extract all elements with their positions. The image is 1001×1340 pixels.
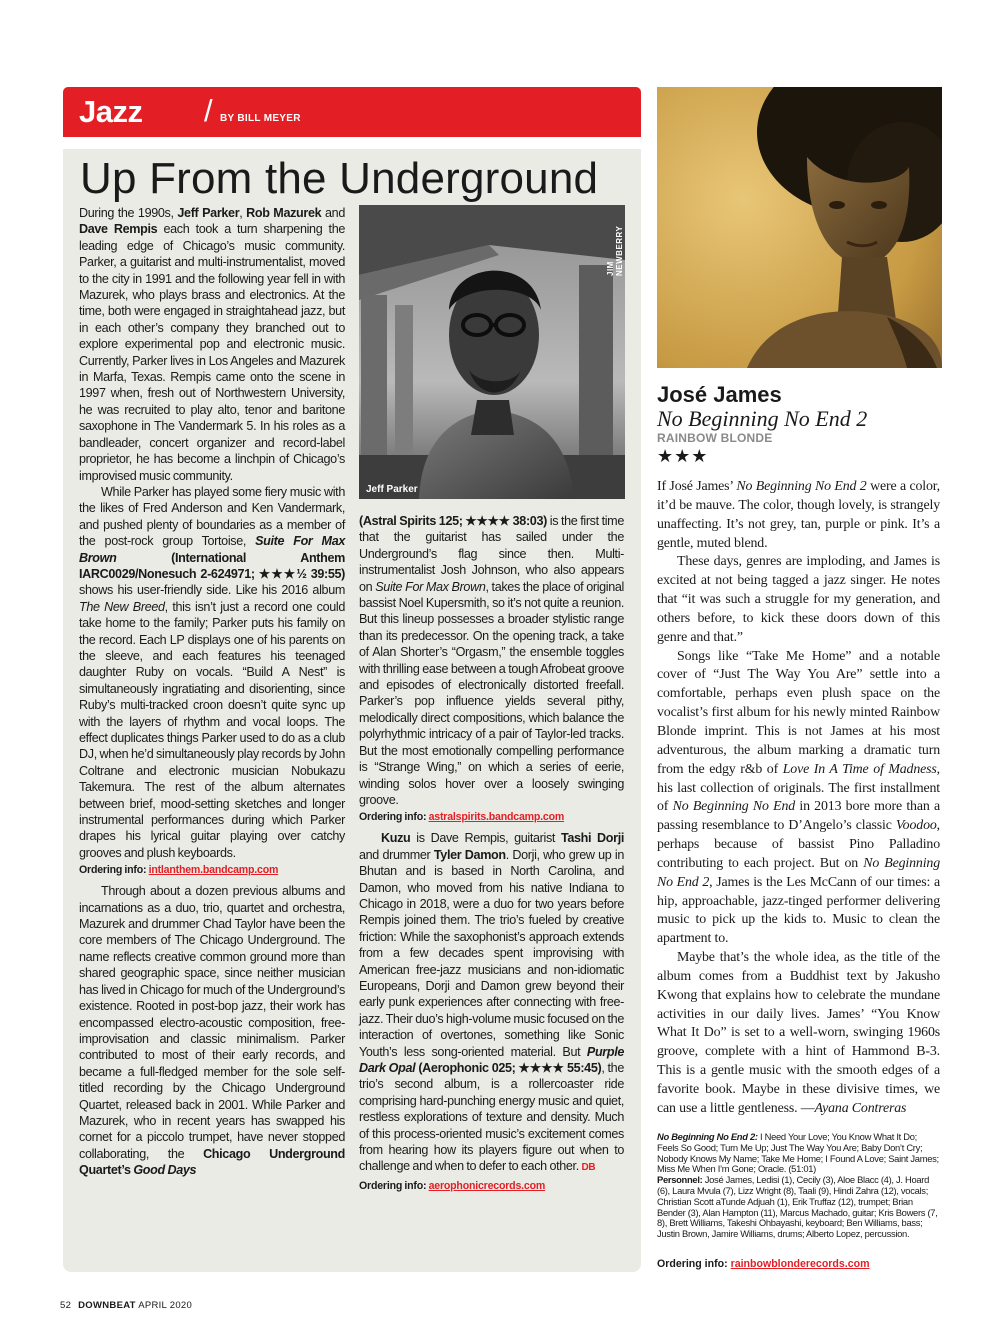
james-paragraph-2 [657,553,940,647]
text-run: . Dorji, who grew up in Bhutan and is based in North Carolina, and Damon, who moved from his native Indiana to Chicago in 2018, were a duo for two years before Rempis joined them. The trio’s fueled by creative friction: While the saxophonist’s approach extends from a few decades spent improvising with American free-jazz musicians and non-idiomatic Europeans, Dorji and Damon grew beyond their early punk experiences after connecting with free-jazz. Their duo’s high-volume music focused on the interaction of overtones, something like Sonic Youth’s less song-oriented material. But [359,847,624,1059]
ordering-info-astralspirits [359,810,624,825]
text-run: , the trio’s second album, is a rollercoaster ride comprising hard-punching energy music and quiet, restless explorations of texture and density. Much of this process-oriented music’s excitement comes from hearing how its players figure out when to challenge and when to defer to each other. [359,1061,624,1174]
text-run: in 2013 bore more than a passing resemblance to D’Angelo’s classic [657,799,940,834]
review-label: RAINBOW BLONDE [657,431,773,445]
text-run: , James is the Les McCann of our times: a hip, approachable, jazz-tinged performer delivering music to pick up the kids to. Music to clean the apartment to. [657,874,941,947]
text-run: , takes the place of original bassist Noel Kupersmith, so it’s not quite a reunion. But this lineup possesses a broader stylistic range than its predecessor. On the opening track, a take of Alan Shorter’s “Orgasm,” the ensemble toggles with thrilling ease between a tough Afrobeat groove and episodes of electronically distorted freefall. Parker’s pop influence yields several pithy, melodically direct compositions, which balance the polyrhythmic intricacy of a pair of Taylor-led tracks. But the most emotionally compelling performance is “Strange Wing,” on which a series of eerie, winding solos hover over a loosely swinging groove. [359,579,624,807]
jose-james-photo-art [657,87,942,368]
text-run: Good Days [133,1163,197,1178]
text-run: No Beginning No End 2 [736,479,867,494]
text-run: Purple Dark Opal [359,1044,624,1075]
text-run: During the 1990s, [79,206,178,220]
review-artist: José James [657,382,782,407]
text-run: Through about a dozen previous albums and incarnations as a duo, trio, quartet and orchestra, Mazurek and drummer Chad Taylor have been the core members of The Chicago Underground. The name reflects creative common ground more than shared geographic space, since neither musician has lived in Chicago for much of the Underground’s existence. Rooted in post-bop jazz, their work has encompassed electro-acoustic composition, free-improvisation and classic minimalism. Parker contributed to most of their early records, and became a full-fledged member for the sole self-titled recording by the Chicago Underground Quartet, released back in 2001. While Parker and Mazurek, who in recent years has swapped his cornet for a piccolo trumpet, have never stopped collaborating, the [79,884,345,1161]
headline: Up From the Underground [80,154,599,203]
text-run: , [239,206,247,220]
text-run: Kuzu [381,831,411,846]
star-rating: ★★★ [657,446,709,466]
byline: BY BILL MEYER [220,113,301,124]
james-paragraph-3 [657,648,940,950]
section-title: Jazz [79,94,143,129]
text-run: (Aerophonic 025; ★★★★ 55:45) [415,1061,602,1075]
page-number: 52 [60,1300,72,1311]
intlanthem-link[interactable]: intlanthem.bandcamp.com [148,864,279,877]
jeff-parker-photo [359,205,625,499]
text-run: Chicago Underground Quartet’s [79,1146,345,1178]
jose-james-photo [657,87,942,368]
text-run: Ayana Contreras [814,1100,907,1116]
james-paragraph-1 [657,478,940,553]
text-run: Tyler Damon [433,847,506,862]
photo-credit: JIM NEWBERRY [606,225,624,276]
text-run: Voodoo [895,818,937,834]
text-run: Jeff Parker [177,206,240,220]
text-run: If José James’ [657,479,737,494]
ordering-info-intlanthem [79,863,345,878]
jeff-parker-photo-art [359,205,625,499]
text-run: Suite For Max Brown [375,579,486,594]
text-run: No Beginning No End 2 [657,855,940,890]
end-mark: DB [581,1162,596,1174]
text-run: Personnel: [657,1174,703,1186]
publication-name: DOWNBEAT [78,1300,136,1311]
text-run: and drummer [359,847,434,862]
text-run: is the first time that the guitarist has sailed under the Underground’s flag since then. Multi-instrumentalist Josh Johnson, who also appears on [359,514,624,594]
photo-caption: Jeff Parker [366,484,418,495]
ordering-label: Ordering info: [657,1258,728,1270]
issue-date: APRIL 2020 [138,1300,193,1311]
text-run: each took a turn sharpening the leading edge of Chicago’s music community. Parker, a guitarist and multi-instrumentalist, moved to the city in 1991 and the following year fell in with Mazurek, who plays brass and electronics. At the time, both were engaged in straightahead jazz, but in each other’s company they branched out to explore experimental pop and electronic music. Currently, Parker lives in Los Angeles and Mazurek in Marfa, Texas. Rempis came onto the scene in 1997 when, fresh out of Northwestern University, he was recruited to play alto, tenor and baritone saxophone in The Vandermark 5. In his roles as a bandleader, concert organizer and record-label proprietor, he has become a linchpin of Chicago’s improvised music community. [79,222,346,483]
col2-paragraph-2 [359,830,624,1177]
text-run: No Beginning No End 2: [657,1131,758,1142]
text-run: José James, Ledisi (1), Cecily (3), Aloe Blacc (4), J. Hoard (6), Laura Mvula (7), Lizz Wright (8), Taali (9), Hindi Zahra (12), vocals; Christian Scott aTunde Adjuah (1), Erik Truffaz (12), trumpet; Brian Bender (3), Alan Hampton (11), Marcus Machado, guitar; Kris Bowers (7, 8), Brett Williams, Takeshi Ohbayashi, keyboard; Ben Williams, bass; Justin Brown, Jamire Williams, drums; Alberto Lopez, percussion. [657,1174,938,1240]
text-run: No Beginning No End [672,799,796,815]
text-run: , this isn’t just a record one could take home to the family; Parker puts his family on the record. Each LP displays one of his parents on the sleeve, and each features his teenaged daughter Ruby on vocals. “Build A Nest” is simultaneously ingratiating and disorienting, since Ruby’s multi-tracked croon doesn’t quite sync up with the layers of rhythm and vocal loops. The effect duplicates things Parker used to do as a club DJ, when he’d simultaneously play records by John Coltrane and electronic musician Nobukazu Takemura. The rest of the album alternates between brief, mood-setting sketches and longer instrumental performances during which Parker drapes his lyrical guitar playing over catchy grooves and plush keyboards. [79,599,345,860]
article-column-2 [359,513,624,1199]
jose-james-review-body [657,478,940,1119]
review-album-title: No Beginning No End 2 [657,406,868,431]
text-run: These days, genres are imploding, and James is excited at not being tagged a jazz singer. He notes that “it was such a struggle for my generation, and others before, to kick these doors down of this genre and that.” [657,554,940,645]
james-paragraph-4 [657,949,940,1119]
col1-paragraph-1 [79,205,345,484]
text-run: (Astral Spirits 125; ★★★★ 38:03) [359,514,547,528]
text-run: Rob Mazurek [246,206,322,220]
text-run: While Parker has played some fiery music with the likes of Fred Anderson and Ken Vandermark, and pushed plenty of boundaries as a member of the post-rock group Tortoise, [79,484,345,549]
rainbowblonde-link[interactable]: rainbowblonderecords.com [730,1258,870,1270]
ordering-info-aerophonic [359,1179,624,1194]
text-run: Songs like “Take Me Home” and a notable cover of “Just The Way You Are” settle into a comfortable, perhaps even plush space on the vocalist’s first album for his newly minted Rainbow Blonde imprint. This is not James at his most adventurous, the album marking a dramatic turn from the edgy r&b of [657,648,940,777]
article-column-1 [79,205,345,1179]
text-run: were a color, it’d be mauve. The color, though lovely, is strangely unaffecting. It’s not grey, tan, purple or pink. It’s a gentle, muted blend. [657,479,941,551]
ordering-label: Ordering info: [359,811,427,824]
astralspirits-link[interactable]: astralspirits.bandcamp.com [428,811,565,824]
text-run: is Dave Rempis, guitarist [410,831,561,846]
text-run: Suite For Max Brown [79,534,345,565]
section-slash: / [204,93,213,128]
personnel-list [657,1175,940,1240]
text-run: The New Breed [79,599,165,614]
album-details [657,1132,940,1240]
col1-paragraph-2 [79,484,345,861]
ordering-label: Ordering info: [79,864,147,877]
text-run: Dave Rempis [79,222,158,237]
ordering-label: Ordering info: [359,1179,427,1192]
col2-paragraph-1 [359,513,624,808]
text-run: and [321,206,345,220]
text-run: I Need Your Love; You Know What It Do; Feels So Good; Turn Me Up; Just The Way You Are; Baby Don’t Cry; Nobody Knows My Name; Take Me Home; I Found A Love; Saint James; Miss Me When I’m Gone; Oracle. (51:01) [657,1131,939,1175]
page-footer [60,1300,192,1311]
text-run: Love In A Time of Madness [782,761,937,777]
text-run: Maybe that’s the whole idea, as the title of the album comes from a Buddhist text by Jakusho Kwong that explains how to celebrate the mundane activities in our daily lives. James’ “You Know What It Do” is set to a well-worn, swinging 1960s groove, complete with a hint of Hammond B-3. This is a gentle music with the smooth edges of a favorite book. Maybe in these divisive times, we can use a little gentleness. — [657,950,940,1116]
text-run: (International Anthem IARC0029/Nonesuch 2-624971; ★★★½ 39:55) [79,550,345,581]
text-run: , his last collection of originals. The first installment of [657,761,940,815]
ordering-info-rainbowblonde [657,1258,870,1270]
track-list [657,1132,940,1175]
text-run: , perhaps because of bassist Pino Palladino contributing to each project. But on [657,818,940,871]
text-run: Tashi Dorji [560,831,624,846]
text-run: shows his user-friendly side. Like his 2016 album [79,583,345,598]
aerophonic-link[interactable]: aerophonicrecords.com [428,1179,546,1192]
section-header [63,87,641,137]
col1-paragraph-3 [79,883,345,1178]
